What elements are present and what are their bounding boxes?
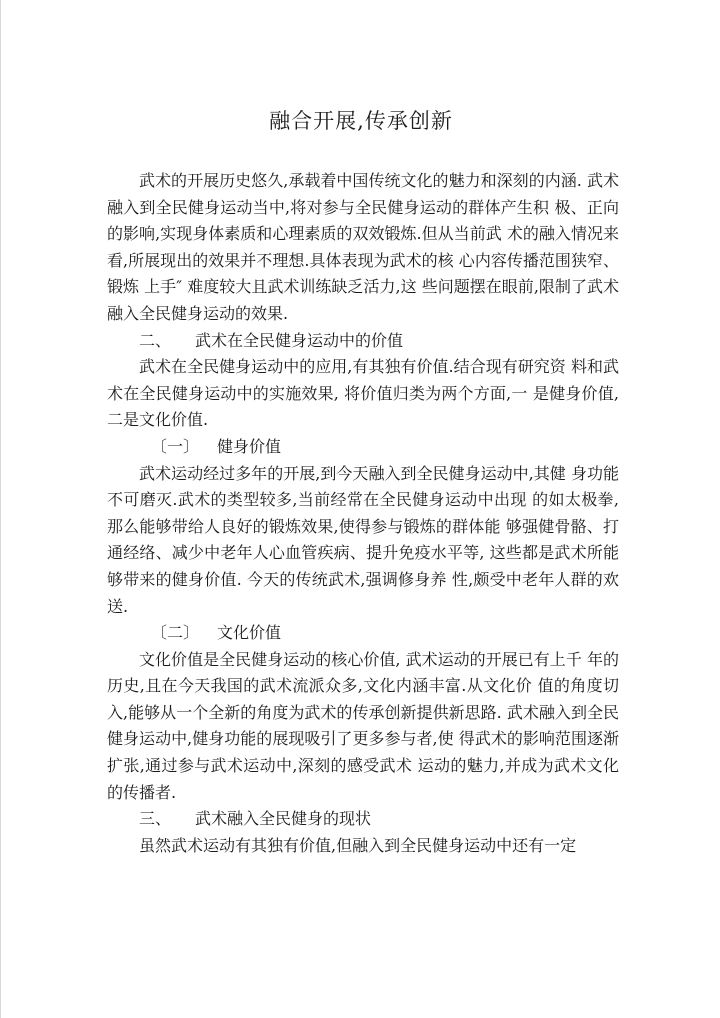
section-number: 二、 xyxy=(139,330,172,350)
section-heading-three xyxy=(107,806,619,833)
subsection-title: 文化价值 xyxy=(217,623,282,643)
status-paragraph: 虽然武术运动有其独有价值,但融入到全民健身运动中还有一定 xyxy=(139,835,577,855)
subsection-number: 〔一〕 xyxy=(151,436,200,456)
section-heading-two xyxy=(107,328,619,355)
cultural-value-paragraph: 文化价值是全民健身运动的核心价值, 武术运动的开展已有上千 年的历史,且在今天我国的武术流派众多,文化内涵丰富.从文化价 值的角度切入,能够从一个全新的角度为武术的传承创新提供新思路. 武术融入到全民健身运动中,健身功能的展现吸引了更多参与者,使 得武术的影响范围逐渐扩张,通过参与武术运动中,深刻的感受武术 运动的魅力,并成为武术文化的传播者. xyxy=(107,649,619,802)
document-body xyxy=(107,168,619,859)
value-intro-paragraph: 武术在全民健身运动中的应用,有其独有价值.结合现有研究资 料和武术在全民健身运动中的实施效果, 将价值归类为两个方面,一 是健身价值,二是文化价值. xyxy=(107,357,619,430)
subsection-heading-fitness xyxy=(107,434,619,461)
subsection-number: 〔二〕 xyxy=(151,623,200,643)
section-number: 三、 xyxy=(139,809,172,829)
subsection-heading-culture xyxy=(107,620,619,647)
subsection-title: 健身价值 xyxy=(217,436,282,456)
document-title: 融合开展,传承创新 xyxy=(269,109,453,133)
intro-paragraph: 武术的开展历史悠久,承载着中国传统文化的魅力和深刻的内涵. 武术融入到全民健身运动当中,将对参与全民健身运动的群体产生积 极、正向的影响,实现身体素质和心理素质的双效锻炼.但从当前武 术的融入情况来看,所展现出的效果并不理想.具体表现为武术的核 心内容传播范围狭窄、锻炼 上手″ 难度较大且武术训练缺乏活力,这 些问题摆在眼前,限制了武术融入全民健身运动的效果. xyxy=(107,171,619,323)
fitness-value-paragraph: 武术运动经过多年的开展,到今天融入到全民健身运动中,其健 身功能不可磨灭.武术的类型较多,当前经常在全民健身运动中出现 的如太极拳,那么能够带给人良好的锻炼效果,使得参与锻炼的群体能 够强健骨骼、打通经络、减少中老年人心血管疾病、提升免疫水平等, 这些都是武术所能够带来的健身价值. 今天的传统武术,强调修身养 性,颇受中老年人群的欢送. xyxy=(107,463,619,616)
section-title: 武术在全民健身运动中的价值 xyxy=(195,330,404,350)
section-title: 武术融入全民健身的现状 xyxy=(195,809,372,829)
